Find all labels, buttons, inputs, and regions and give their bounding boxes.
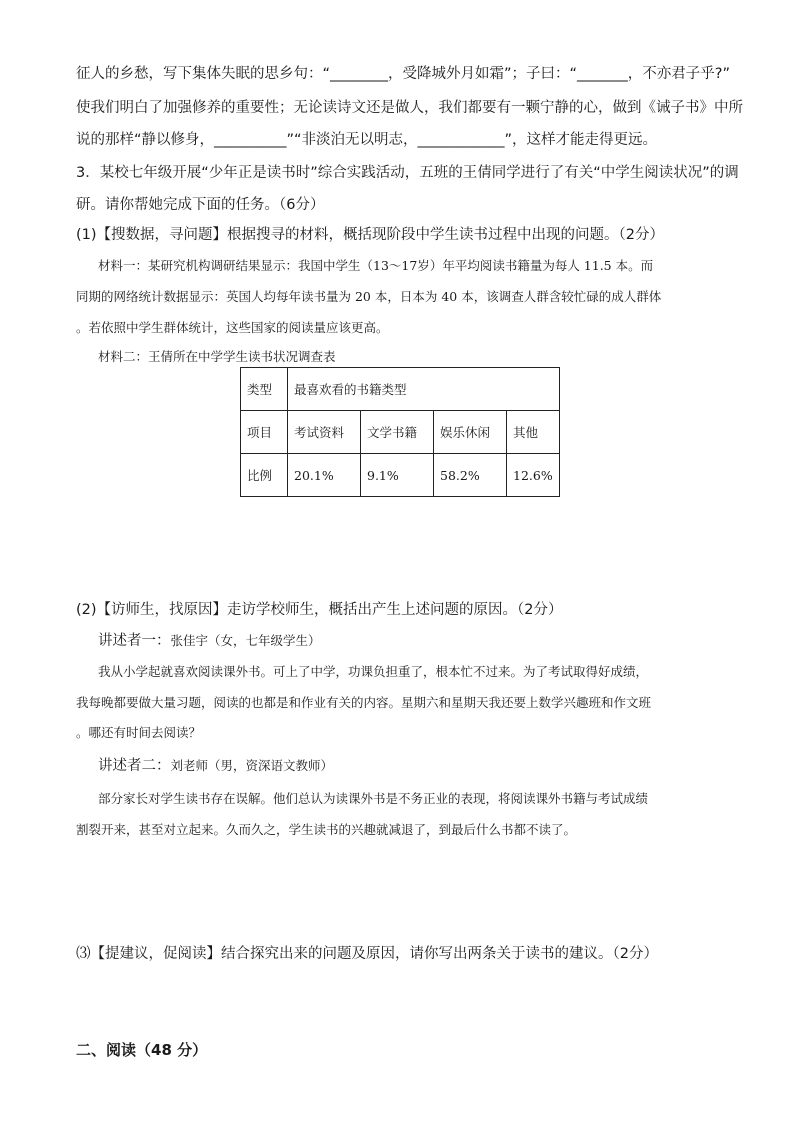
speaker-2-text: 割裂开来，甚至对立起来。久而久之，学生读书的兴趣就减退了，到最后什么书都不读了。 bbox=[76, 822, 577, 837]
table-cell-category: 文学书籍 bbox=[361, 411, 434, 454]
table-cell-value: 20.1% bbox=[288, 454, 361, 497]
speaker-2-text: 部分家长对学生读书存在误解。他们总认为读课外书是不务正业的表现，将阅读课外书籍与考试成绩 bbox=[98, 791, 649, 806]
speaker-1 bbox=[98, 631, 321, 651]
part-3-title: ⑶【提建议，促阅读】结合探究出来的问题及原因，请你写出两条关于读书的建议。（2分） bbox=[76, 946, 658, 962]
speaker-2 bbox=[98, 756, 333, 776]
material-1-line: 同期的网络统计数据显示：英国人均每年读书量为 20 本，日本为 40 本，该调查人群含较忙碌的成人群体 bbox=[76, 289, 662, 304]
text-line: 征人的乡愁，写下集体失眠的思乡句：“________，受降城外月如霜”；子曰：“_______，不亦君子乎?” bbox=[76, 66, 730, 82]
material-1-line: 材料一：某研究机构调研结果显示：我国中学生（13～17岁）年平均阅读书籍量为每人 11.5 本。而 bbox=[98, 258, 654, 273]
table-cell-value: 9.1% bbox=[361, 454, 434, 497]
table-cell-item-label: 项目 bbox=[241, 411, 288, 454]
part-2-title: (2)【访师生，找原因】走访学校师生，概括出产生上述问题的原因。（2分） bbox=[76, 602, 563, 618]
table-cell-value: 12.6% bbox=[507, 454, 560, 497]
table-row bbox=[241, 368, 560, 411]
text-line: 说的那样“静以修身，__________”“非淡泊无以明志，____________”，这样才能走得更远。 bbox=[76, 132, 658, 148]
table-row bbox=[241, 411, 560, 454]
table-cell-value: 58.2% bbox=[434, 454, 507, 497]
table-cell-category: 娱乐休闲 bbox=[434, 411, 507, 454]
table-cell-header: 最喜欢看的书籍类型 bbox=[288, 368, 560, 411]
table-cell-type-label: 类型 bbox=[241, 368, 288, 411]
text-line: 使我们明白了加强修养的重要性；无论读诗文还是做人，我们都要有一颗宁静的心，做到《诫子书》中所 bbox=[76, 100, 743, 116]
survey-table bbox=[240, 367, 560, 497]
speaker-1-text: 我从小学起就喜欢阅读课外书。可上了中学，功课负担重了，根本忙不过来。为了考试取得好成绩， bbox=[98, 664, 649, 679]
section-2-title: 二、阅读（48 分） bbox=[76, 1041, 208, 1059]
speaker-2-name: 刘老师（男，资深语文教师） bbox=[170, 758, 334, 773]
table-cell-ratio-label: 比例 bbox=[241, 454, 288, 497]
question-3-stem: 3．某校七年级开展“少年正是读书时”综合实践活动，五班的王倩同学进行了有关“中学生阅读状况”的调 bbox=[76, 165, 739, 181]
table-cell-category: 其他 bbox=[507, 411, 560, 454]
speaker-1-text: 我每晚都要做大量习题，阅读的也都是和作业有关的内容。星期六和星期天我还要上数学兴趣班和作文班 bbox=[76, 695, 652, 710]
speaker-1-name: 张佳宇（女，七年级学生） bbox=[170, 633, 321, 648]
table-row bbox=[241, 454, 560, 497]
part-1-title: (1)【搜数据，寻问题】根据搜寻的材料，概括现阶段中学生读书过程中出现的问题。（2分） bbox=[76, 227, 665, 243]
speaker-2-label: 讲述者二： bbox=[98, 758, 171, 774]
question-3-stem: 研。请你帮她完成下面的任务。（6分） bbox=[76, 197, 325, 213]
material-1-line: 。若依照中学生群体统计，这些国家的阅读量应该更高。 bbox=[76, 320, 389, 335]
material-2-title: 材料二：王倩所在中学学生读书状况调查表 bbox=[98, 349, 336, 364]
speaker-1-label: 讲述者一： bbox=[98, 633, 171, 649]
table-cell-category: 考试资料 bbox=[288, 411, 361, 454]
speaker-1-text: 。哪还有时间去阅读？ bbox=[76, 725, 202, 740]
